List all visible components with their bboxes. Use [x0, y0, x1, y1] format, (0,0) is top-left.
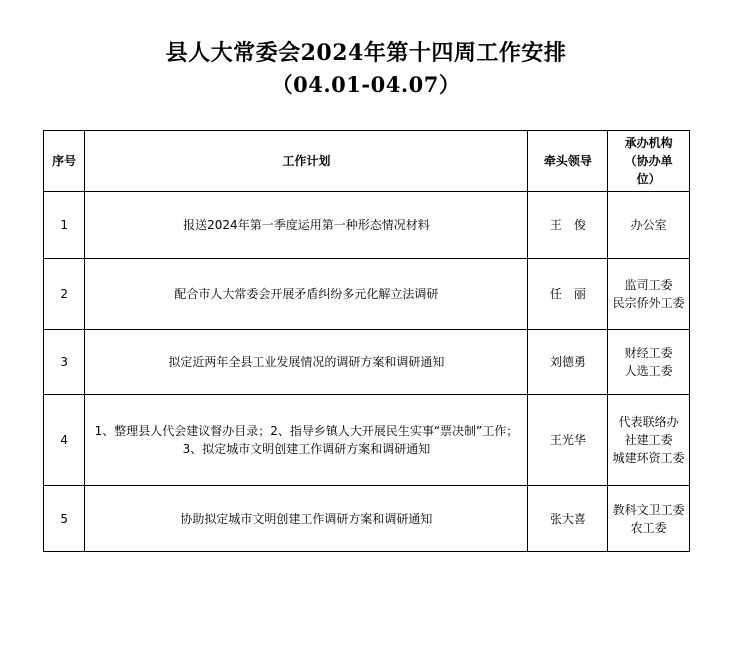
table-row: [44, 192, 690, 259]
row-number: 3: [44, 330, 85, 395]
org-name: 人选工委: [624, 364, 673, 378]
row-org: [608, 486, 690, 552]
org-name: 教科文卫工委: [612, 502, 685, 517]
header-no: 序号: [44, 131, 85, 192]
row-number: 1: [44, 192, 85, 259]
header-leader: 牵头领导: [528, 131, 608, 192]
row-leader: 张大喜: [528, 486, 608, 552]
table-row: [44, 486, 690, 552]
table-row: [44, 395, 690, 486]
table-row: [44, 330, 690, 395]
row-plan: 拟定近两年全县工业发展情况的调研方案和调研通知: [85, 330, 528, 395]
table-row: [44, 259, 690, 330]
row-number: 4: [44, 395, 85, 486]
table-header-row: [44, 131, 690, 192]
title-date-range: （04.01-04.07）: [271, 72, 461, 97]
org-name: 办公室: [630, 218, 667, 232]
org-name: 财经工委: [624, 346, 673, 360]
row-plan: 报送2024年第一季度运用第一种形态情况材料: [85, 192, 528, 259]
header-org: [608, 131, 690, 192]
org-name: 监司工委: [624, 278, 673, 292]
header-org-line: （协办单: [624, 154, 673, 168]
row-leader: 刘德勇: [528, 330, 608, 395]
row-org: [608, 395, 690, 486]
title-main: 县人大常委会2024年第十四周工作安排: [165, 40, 567, 66]
org-name: 城建环资工委: [612, 451, 685, 465]
row-leader: 王光华: [528, 395, 608, 486]
org-name: 社建工委: [624, 433, 673, 447]
header-plan: 工作计划: [85, 131, 528, 192]
schedule-table: [43, 130, 690, 552]
org-name: 代表联络办: [618, 415, 679, 429]
org-name: 农工委: [630, 520, 667, 535]
header-org-line: 承办机构: [624, 136, 673, 150]
row-org: [608, 259, 690, 330]
row-number: 5: [44, 486, 85, 552]
row-leader: 王 俊: [528, 192, 608, 259]
row-number: 2: [44, 259, 85, 330]
row-plan: 协助拟定城市文明创建工作调研方案和调研通知: [85, 486, 528, 552]
row-plan: 配合市人大常委会开展矛盾纠纷多元化解立法调研: [85, 259, 528, 330]
header-org-line: 位）: [636, 172, 661, 186]
row-leader: 任 丽: [528, 259, 608, 330]
row-plan: 1、整理县人代会建议督办目录；2、指导乡镇人大开展民生实事“票决制”工作；3、拟定城市文明创建工作调研方案和调研通知: [85, 395, 528, 486]
row-org: [608, 330, 690, 395]
org-name: 民宗侨外工委: [612, 296, 685, 310]
row-org: [608, 192, 690, 259]
page-title: [0, 38, 732, 100]
